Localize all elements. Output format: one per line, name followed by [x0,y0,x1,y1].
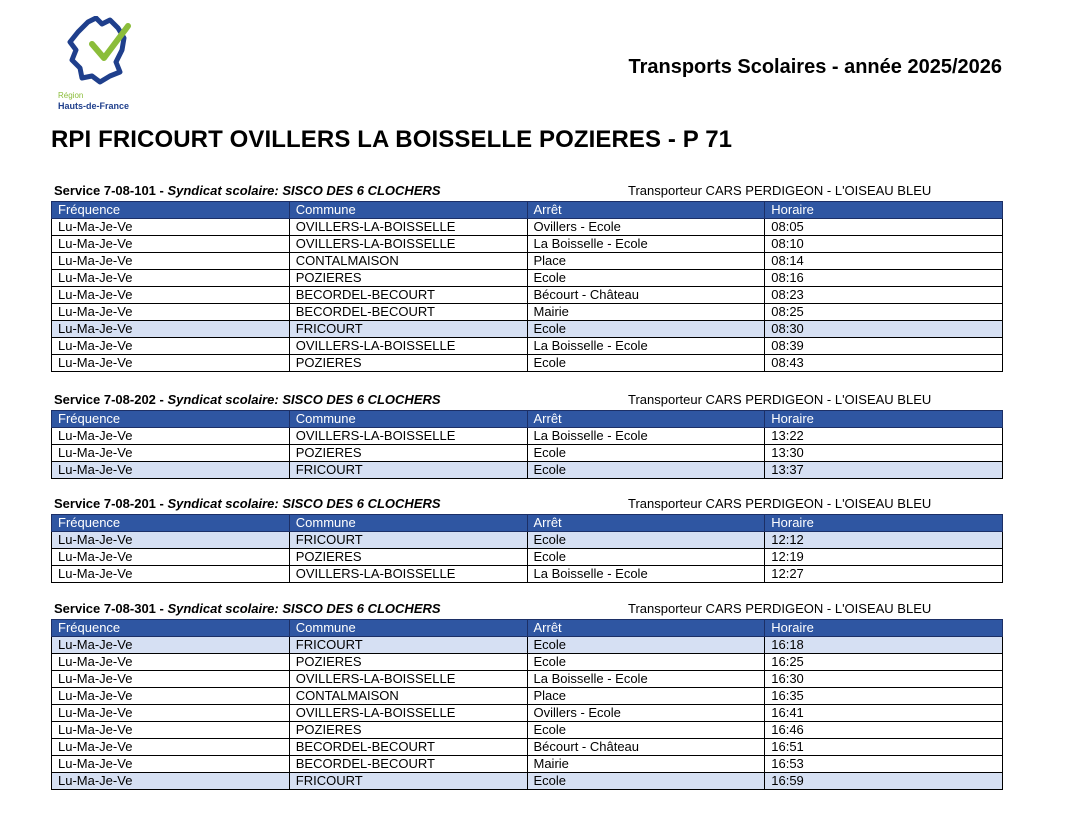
arret-cell: Ecole [527,549,765,566]
service-number: Service 7-08-301 - [54,601,168,616]
service-id [54,496,441,511]
column-header: Commune [289,620,527,637]
commune-cell: OVILLERS-LA-BOISSELLE [289,566,527,583]
column-header: Arrêt [527,411,765,428]
arret-cell: La Boisselle - Ecole [527,566,765,583]
horaire-cell: 08:30 [765,321,1003,338]
table-row [52,705,1003,722]
commune-cell: CONTALMAISON [289,688,527,705]
frequence-cell: Lu-Ma-Je-Ve [52,566,290,583]
commune-cell: FRICOURT [289,532,527,549]
table-row [52,270,1003,287]
horaire-cell: 16:51 [765,739,1003,756]
arret-cell: Ecole [527,532,765,549]
frequence-cell: Lu-Ma-Je-Ve [52,462,290,479]
commune-cell: OVILLERS-LA-BOISSELLE [289,671,527,688]
horaire-cell: 16:46 [765,722,1003,739]
horaire-cell: 08:25 [765,304,1003,321]
horaire-cell: 08:05 [765,219,1003,236]
column-header: Fréquence [52,202,290,219]
frequence-cell: Lu-Ma-Je-Ve [52,338,290,355]
horaire-cell: 16:30 [765,671,1003,688]
frequence-cell: Lu-Ma-Je-Ve [52,688,290,705]
horaire-cell: 08:43 [765,355,1003,372]
frequence-cell: Lu-Ma-Je-Ve [52,722,290,739]
commune-cell: BECORDEL-BECOURT [289,739,527,756]
horaire-cell: 08:16 [765,270,1003,287]
table-header-row [52,411,1003,428]
commune-cell: POZIERES [289,654,527,671]
commune-cell: OVILLERS-LA-BOISSELLE [289,705,527,722]
table-header-row [52,202,1003,219]
syndicat-name: Syndicat scolaire: SISCO DES 6 CLOCHERS [167,496,441,511]
table-row [52,532,1003,549]
column-header: Fréquence [52,515,290,532]
logo-name-label: Hauts-de-France [58,101,130,111]
commune-cell: BECORDEL-BECOURT [289,304,527,321]
column-header: Commune [289,202,527,219]
table-row [52,566,1003,583]
table-row [52,756,1003,773]
frequence-cell: Lu-Ma-Je-Ve [52,756,290,773]
arret-cell: Ecole [527,270,765,287]
table-row [52,688,1003,705]
service-header [51,599,1003,619]
service-block [51,494,1003,583]
commune-cell: POZIERES [289,722,527,739]
frequence-cell: Lu-Ma-Je-Ve [52,739,290,756]
table-row [52,355,1003,372]
arret-cell: Ecole [527,355,765,372]
arret-cell: La Boisselle - Ecole [527,236,765,253]
arret-cell: Bécourt - Château [527,287,765,304]
column-header: Fréquence [52,411,290,428]
frequence-cell: Lu-Ma-Je-Ve [52,549,290,566]
arret-cell: Ecole [527,654,765,671]
table-row [52,428,1003,445]
logo-region-label: Région [58,91,84,100]
service-header [51,390,1003,410]
service-block [51,599,1003,790]
schedule-table [51,410,1003,479]
frequence-cell: Lu-Ma-Je-Ve [52,287,290,304]
frequence-cell: Lu-Ma-Je-Ve [52,445,290,462]
service-id [54,601,441,616]
column-header: Fréquence [52,620,290,637]
transporteur-label: Transporteur CARS PERDIGEON - L'OISEAU BLEU [628,496,932,511]
commune-cell: OVILLERS-LA-BOISSELLE [289,428,527,445]
commune-cell: OVILLERS-LA-BOISSELLE [289,236,527,253]
commune-cell: FRICOURT [289,321,527,338]
schedule-table [51,201,1003,372]
horaire-cell: 12:12 [765,532,1003,549]
arret-cell: La Boisselle - Ecole [527,428,765,445]
service-header [51,181,1003,201]
column-header: Horaire [765,620,1003,637]
service-number: Service 7-08-202 - [54,392,168,407]
column-header: Commune [289,515,527,532]
arret-cell: Ecole [527,722,765,739]
arret-cell: Mairie [527,304,765,321]
schedule-table [51,514,1003,583]
horaire-cell: 16:41 [765,705,1003,722]
school-year-title: Transports Scolaires - année 2025/2026 [628,56,1002,78]
table-row [52,549,1003,566]
service-block [51,390,1003,479]
arret-cell: Mairie [527,756,765,773]
arret-cell: Place [527,688,765,705]
arret-cell: Ecole [527,462,765,479]
table-row [52,637,1003,654]
column-header: Horaire [765,202,1003,219]
schedule-table [51,619,1003,790]
commune-cell: OVILLERS-LA-BOISSELLE [289,338,527,355]
arret-cell: Ovillers - Ecole [527,705,765,722]
table-row [52,236,1003,253]
frequence-cell: Lu-Ma-Je-Ve [52,773,290,790]
commune-cell: BECORDEL-BECOURT [289,756,527,773]
commune-cell: OVILLERS-LA-BOISSELLE [289,219,527,236]
frequence-cell: Lu-Ma-Je-Ve [52,321,290,338]
commune-cell: POZIERES [289,270,527,287]
table-header-row [52,620,1003,637]
horaire-cell: 08:14 [765,253,1003,270]
frequence-cell: Lu-Ma-Je-Ve [52,270,290,287]
transporteur-label: Transporteur CARS PERDIGEON - L'OISEAU BLEU [628,392,932,407]
table-row [52,338,1003,355]
column-header: Commune [289,411,527,428]
region-map-heart-icon [66,16,140,88]
service-id [54,183,441,198]
frequence-cell: Lu-Ma-Je-Ve [52,428,290,445]
column-header: Arrêt [527,202,765,219]
commune-cell: CONTALMAISON [289,253,527,270]
table-row [52,739,1003,756]
column-header: Arrêt [527,620,765,637]
arret-cell: La Boisselle - Ecole [527,671,765,688]
frequence-cell: Lu-Ma-Je-Ve [52,219,290,236]
frequence-cell: Lu-Ma-Je-Ve [52,637,290,654]
frequence-cell: Lu-Ma-Je-Ve [52,705,290,722]
horaire-cell: 16:25 [765,654,1003,671]
table-row [52,287,1003,304]
horaire-cell: 12:19 [765,549,1003,566]
transporteur-label: Transporteur CARS PERDIGEON - L'OISEAU BLEU [628,183,932,198]
commune-cell: FRICOURT [289,773,527,790]
table-row [52,253,1003,270]
table-row [52,462,1003,479]
arret-cell: Ecole [527,445,765,462]
frequence-cell: Lu-Ma-Je-Ve [52,654,290,671]
frequence-cell: Lu-Ma-Je-Ve [52,253,290,270]
syndicat-name: Syndicat scolaire: SISCO DES 6 CLOCHERS [167,392,441,407]
service-header [51,494,1003,514]
horaire-cell: 08:23 [765,287,1003,304]
service-id [54,392,441,407]
syndicat-name: Syndicat scolaire: SISCO DES 6 CLOCHERS [167,601,441,616]
column-header: Horaire [765,411,1003,428]
horaire-cell: 16:59 [765,773,1003,790]
table-row [52,445,1003,462]
frequence-cell: Lu-Ma-Je-Ve [52,671,290,688]
horaire-cell: 16:53 [765,756,1003,773]
transporteur-label: Transporteur CARS PERDIGEON - L'OISEAU BLEU [628,601,932,616]
table-row [52,773,1003,790]
arret-cell: Ecole [527,637,765,654]
region-logo [56,14,156,114]
frequence-cell: Lu-Ma-Je-Ve [52,532,290,549]
service-number: Service 7-08-101 - [54,183,168,198]
arret-cell: Ovillers - Ecole [527,219,765,236]
frequence-cell: Lu-Ma-Je-Ve [52,304,290,321]
horaire-cell: 13:22 [765,428,1003,445]
syndicat-name: Syndicat scolaire: SISCO DES 6 CLOCHERS [167,183,441,198]
horaire-cell: 08:10 [765,236,1003,253]
horaire-cell: 16:18 [765,637,1003,654]
commune-cell: POZIERES [289,445,527,462]
table-row [52,219,1003,236]
commune-cell: BECORDEL-BECOURT [289,287,527,304]
arret-cell: Ecole [527,773,765,790]
arret-cell: Ecole [527,321,765,338]
horaire-cell: 13:30 [765,445,1003,462]
table-row [52,722,1003,739]
arret-cell: Bécourt - Château [527,739,765,756]
table-header-row [52,515,1003,532]
service-block [51,181,1003,372]
horaire-cell: 08:39 [765,338,1003,355]
horaire-cell: 16:35 [765,688,1003,705]
commune-cell: FRICOURT [289,637,527,654]
commune-cell: POZIERES [289,549,527,566]
arret-cell: La Boisselle - Ecole [527,338,765,355]
horaire-cell: 13:37 [765,462,1003,479]
frequence-cell: Lu-Ma-Je-Ve [52,355,290,372]
service-number: Service 7-08-201 - [54,496,168,511]
arret-cell: Place [527,253,765,270]
page-title: RPI FRICOURT OVILLERS LA BOISSELLE POZIERES - P 71 [51,126,733,153]
column-header: Horaire [765,515,1003,532]
commune-cell: FRICOURT [289,462,527,479]
frequence-cell: Lu-Ma-Je-Ve [52,236,290,253]
commune-cell: POZIERES [289,355,527,372]
table-row [52,321,1003,338]
column-header: Arrêt [527,515,765,532]
table-row [52,654,1003,671]
table-row [52,304,1003,321]
table-row [52,671,1003,688]
horaire-cell: 12:27 [765,566,1003,583]
